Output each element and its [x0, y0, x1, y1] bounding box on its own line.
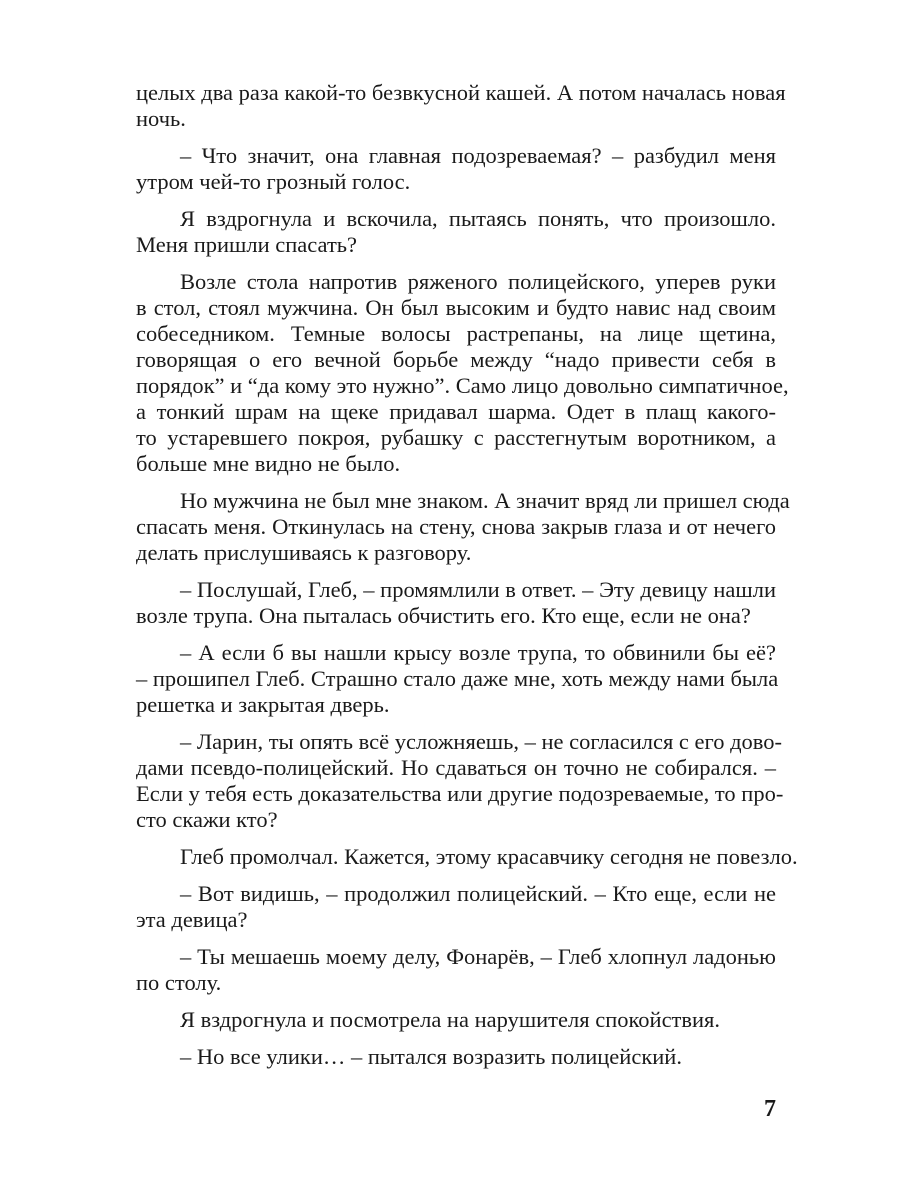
text-line: – Что значит, она главная подозреваемая? – разбудил меня	[180, 143, 776, 168]
text-line: дами псевдо-полицейский. Но сдаваться он точно не собирался. –	[136, 755, 776, 780]
text-line: в стол, стоял мужчина. Он был высоким и будто навис над своим	[136, 295, 776, 320]
text-line: собеседником. Темные волосы растрепаны, на лице щетина,	[136, 321, 776, 346]
text-line: по столу.	[136, 970, 222, 995]
text-line: Я вздрогнула и посмотрела на нарушителя спокойствия.	[180, 1007, 721, 1032]
text-line: решетка и закрытая дверь.	[136, 692, 390, 717]
text-line: Если у тебя есть доказательства или другие подозреваемые, то про-	[136, 781, 784, 806]
paragraph	[136, 206, 776, 258]
paragraph	[136, 1007, 776, 1033]
text-line: – А если б вы нашли крысу возле трупа, то обвинили бы её?	[180, 640, 776, 665]
text-line: утром чей-то грозный голос.	[136, 169, 411, 194]
text-line: Я вздрогнула и вскочила, пытаясь понять, что произошло.	[180, 206, 776, 231]
paragraph	[136, 640, 779, 718]
text-line: порядок” и “да кому это нужно”. Само лицо довольно симпатичное,	[136, 373, 789, 398]
text-line: Возле стола напротив ряженого полицейского, уперев руки	[180, 269, 776, 294]
paragraph	[136, 143, 776, 195]
text-line: целых два раза какой-то безвкусной кашей. А потом началась новая	[136, 80, 786, 105]
text-line: то устаревшего покроя, рубашку с расстегнутым воротником, а	[136, 425, 776, 450]
text-line: – Но все улики… – пытался возразить полицейский.	[180, 1044, 682, 1069]
text-line: Но мужчина не был мне знаком. А значит вряд ли пришел сюда	[180, 488, 790, 513]
text-line: эта девица?	[136, 907, 248, 932]
text-line: а тонкий шрам на щеке придавал шарма. Одет в плащ какого-	[136, 399, 776, 424]
text-line: спасать меня. Откинулась на стену, снова закрыв глаза и от нечего	[136, 514, 776, 539]
paragraph	[136, 844, 798, 870]
text-line: – Ты мешаешь моему делу, Фонарёв, – Глеб хлопнул ладонью	[180, 944, 776, 969]
page-body	[136, 80, 798, 1081]
paragraph	[136, 729, 784, 833]
text-line: Глеб промолчал. Кажется, этому красавчику сегодня не повезло.	[180, 844, 798, 869]
paragraph	[136, 944, 776, 996]
page-number: 7	[764, 1096, 776, 1122]
text-line: возле трупа. Она пыталась обчистить его. Кто еще, если не она?	[136, 603, 751, 628]
text-line: делать прислушиваясь к разговору.	[136, 540, 472, 565]
paragraph	[136, 80, 786, 132]
text-line: – Ларин, ты опять всё усложняешь, – не согласился с его дово-	[180, 729, 782, 754]
text-line: больше мне видно не было.	[136, 451, 401, 476]
paragraph	[136, 269, 789, 477]
paragraph	[136, 577, 776, 629]
text-line: ночь.	[136, 106, 186, 131]
text-line: – прошипел Глеб. Страшно стало даже мне, хоть между нами была	[136, 666, 779, 691]
text-line: Меня пришли спасать?	[136, 232, 358, 257]
paragraph	[136, 1044, 776, 1070]
text-line: – Послушай, Глеб, – промямлили в ответ. – Эту девицу нашли	[180, 577, 776, 602]
paragraph	[136, 488, 790, 566]
text-line: говорящая о его вечной борьбе между “надо привести себя в	[136, 347, 776, 372]
text-line: сто скажи кто?	[136, 807, 278, 832]
paragraph	[136, 881, 776, 933]
text-line: – Вот видишь, – продолжил полицейский. – Кто еще, если не	[180, 881, 776, 906]
